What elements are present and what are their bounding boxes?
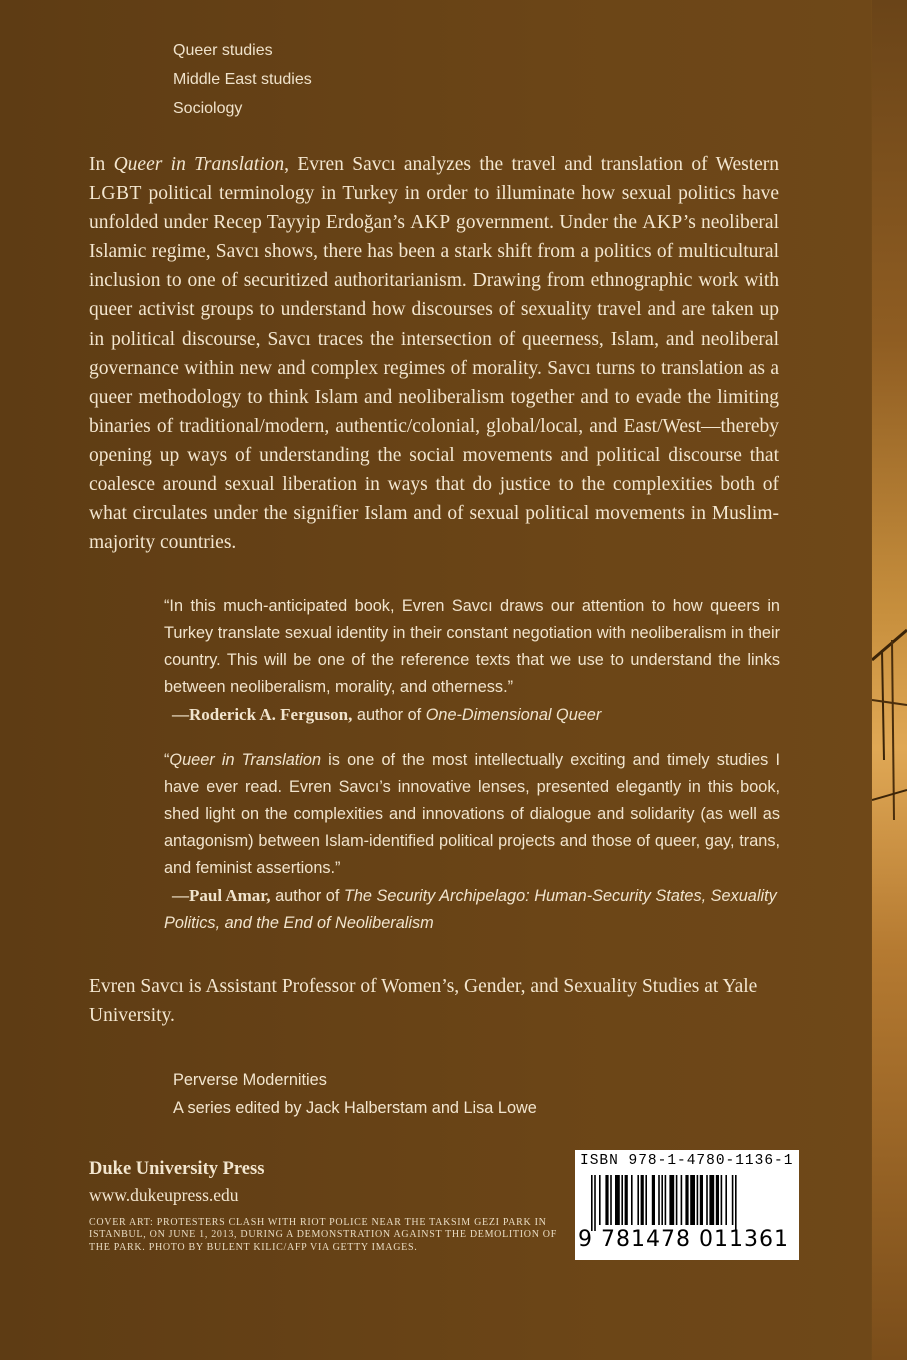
barcode-bar: [735, 1175, 737, 1231]
barcode-bar: [681, 1175, 683, 1225]
barcode-bar: [594, 1175, 596, 1231]
publisher-block: [89, 1156, 264, 1208]
barcode-digits: 9 781478 011361: [578, 1227, 789, 1252]
series-name: Perverse Modernities: [173, 1071, 327, 1089]
quote-attribution: —Roderick A. Ferguson, author of One-Dimensional Queer: [172, 705, 602, 724]
endorsement-quote: [164, 593, 780, 729]
barcode-bar: [661, 1175, 663, 1225]
barcode-bar: [637, 1175, 639, 1225]
barcode-bar: [599, 1175, 601, 1225]
isbn-label: ISBN 978-1-4780-1136-1: [580, 1153, 794, 1169]
barcode-bar: [676, 1175, 678, 1225]
barcode-bar: [645, 1175, 647, 1225]
cover-credit: COVER ART: PROTESTERS CLASH WITH RIOT POLICE NEAR THE TAKSIM GEZI PARK IN ISTANBUL, ON JUNE 1, 2013, DURING A DEMONSTRATION AGAINST THE DEMOLITION OF THE PARK. PHOTO BY BULENT KILIC/AFP VIA GETTY IMAGES.: [89, 1217, 557, 1253]
publisher-url: www.dukeupress.edu: [89, 1185, 239, 1205]
endorsement-quote: [164, 747, 780, 937]
cover-photo-edge: [872, 0, 907, 1360]
barcode-bar: [615, 1175, 620, 1225]
series-editors: A series edited by Jack Halberstam and Lisa Lowe: [173, 1099, 537, 1117]
barcode-bar: [700, 1175, 703, 1225]
series-info: [173, 1066, 537, 1122]
barcode-bar: [709, 1175, 714, 1225]
barcode-bar: [669, 1175, 674, 1225]
barcode-bar: [721, 1175, 723, 1225]
barcode-bar: [706, 1175, 708, 1225]
subject-item: Sociology: [173, 100, 243, 117]
barcode-bar: [591, 1175, 593, 1231]
author-bio: Evren Savcı is Assistant Professor of Women’s, Gender, and Sexuality Studies at Yale University.: [89, 976, 758, 1026]
barcode-bar: [716, 1175, 719, 1225]
quote-attribution: —Paul Amar, author of The Security Archipelago: Human-Security States, Sexuality Politics, and the End of Neoliberalism: [164, 886, 777, 932]
barcode-bar: [631, 1175, 633, 1225]
barcode-bar: [690, 1175, 695, 1225]
barcode-bar: [641, 1175, 644, 1225]
barcode-bar: [625, 1175, 628, 1225]
barcode-bar: [610, 1175, 612, 1225]
barcode-bars: [591, 1175, 787, 1231]
quote-text: “In this much-anticipated book, Evren Savcı draws our attention to how queers in Turkey translate sexual identity in their constant negotiation with neoliberalism in their country. This will be one of the reference texts that we use to understand the links between neoliberalism, morality, and otherness.”: [164, 597, 780, 696]
endorser-name: Roderick A. Ferguson,: [189, 705, 353, 724]
barcode-bar: [732, 1175, 734, 1225]
publisher-name: Duke University Press: [89, 1159, 265, 1179]
endorser-work: One-Dimensional Queer: [425, 706, 602, 724]
subject-item: Middle East studies: [173, 71, 312, 88]
quote-text: “Queer in Translation is one of the most intellectually exciting and timely studies I have ever read. Evren Savcı’s innovative lenses, presented elegantly in this book, shed light on the complexities and innovations of dialogue and solidarity (as well as antagonism) between Islam-identified political projects and those of queer, gay, trans, and feminist assertions.”: [164, 751, 780, 877]
barcode-bar: [685, 1175, 688, 1225]
book-title: Queer in Translation: [113, 154, 285, 175]
barcode-bar: [605, 1175, 608, 1225]
barcode-bar: [697, 1175, 699, 1225]
subject-categories: [173, 40, 312, 127]
endorser-name: Paul Amar,: [189, 886, 271, 905]
barcode-bar: [665, 1175, 667, 1225]
barcode-bar: [658, 1175, 660, 1225]
isbn-barcode: [575, 1150, 799, 1260]
endorser-work: The Security Archipelago: Human-Security States, Sexuality Politics, and the End of Neoliberalism: [164, 887, 777, 932]
barcode-bar: [725, 1175, 727, 1225]
barcode-bar: [652, 1175, 655, 1225]
book-description: In Queer in Translation, Evren Savcı analyzes the travel and translation of Western LGBT political terminology in Turkey in order to illuminate how sexual politics have unfolded under Recep Tayyip Erdoğan’s AKP government. Under the AKP’s neoliberal Islamic regime, Savcı shows, there has been a stark shift from a politics of multicultural inclusion to one of securitized authoritarianism. Drawing from ethnographic work with queer activist groups to understand how discourses of sexuality travel and are taken up in political discourse, Savcı traces the intersection of queerness, Islam, and neoliberal governance within new and complex regimes of morality. Savcı turns to translation as a queer methodology to think Islam and neoliberalism together and to evade the limiting binaries of traditional/modern, authentic/colonial, global/local, and East/West—thereby opening up ways of understanding the social movements and political discourse that coalesce around sexual liberation in ways that do justice to the complexities both of what circulates under the signifier Islam and of sexual political movements in Muslim-majority countries.: [89, 154, 780, 554]
subject-item: Queer studies: [173, 42, 273, 59]
barcode-bar: [621, 1175, 623, 1225]
